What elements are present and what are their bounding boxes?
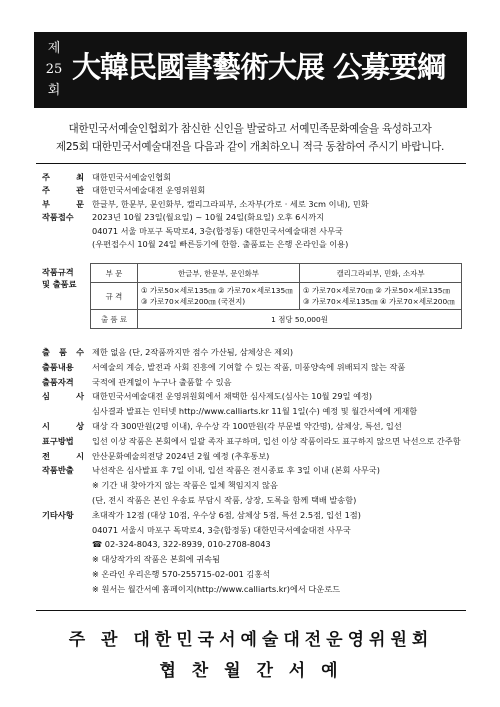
info-value: ※ 원서는 월간서예 홈페이지(http://www.calliarts.kr)에서 다운로드	[92, 583, 341, 594]
info-value: 2023년 10월 23일(월요일) ~ 10월 24일(화요일) 오후 6시까지	[92, 212, 325, 223]
info-value: 낙선작은 심사발표 후 7일 이내, 입선 작품은 전시종료 후 3일 이내 (본회 사무국)	[92, 465, 380, 476]
footer-sponsor: 협 찬 월 간 서 예	[159, 661, 343, 681]
info-value: 제한 없음 (단, 2작품까지만 점수 가산됨, 삼체상은 제외)	[92, 347, 294, 357]
spec-size-row	[91, 283, 462, 310]
footer-organizer: 주 관 대한민국서예술대전운영위원회	[68, 630, 434, 650]
spec-header-cell: 한글부, 한문부, 문인화부	[138, 264, 300, 283]
spec-size-line: ③ 가로70×세로200㎝ (국전지)	[141, 297, 246, 306]
bottom-divider	[36, 610, 466, 611]
spec-size-cell	[300, 283, 462, 310]
info-label: 출품자격	[42, 376, 74, 387]
info-label: 심 사	[42, 391, 84, 402]
intro-text	[20, 120, 480, 156]
info-label: 전 시	[42, 450, 84, 461]
info-value: 한글부, 한문부, 문인화부, 캘리그라피부, 소자부(가로 · 세로 3cm 이내), 민화	[92, 198, 369, 209]
info-label: 시 상	[42, 421, 84, 431]
edition-value: 25	[45, 62, 63, 77]
intro-line: 대한민국서예술인협회가 참신한 신인을 발굴하고 서예민족문화예술을 육성하고자	[68, 123, 432, 135]
info-value: (우편접수시 10월 24일 빠른등기에 한함. 출품료는 은행 온라인을 이용)	[92, 239, 349, 249]
spec-table	[90, 263, 462, 329]
info-label: 기타사항	[42, 509, 74, 520]
spec-fee-value: 1 점당 50,000원	[138, 310, 462, 329]
spec-size-cell	[138, 283, 300, 310]
spec-header-cell: 캘리그라피부, 민화, 소자부	[300, 264, 462, 283]
info-value: 심사결과 발표는 인터넷 http://www.calliarts.kr 11월 1일(수) 예정 및 월간서예에 게재함	[92, 406, 418, 417]
info-value: 안산문화예술의전당 2024년 2월 예정 (추후통보)	[92, 450, 270, 461]
info-value: 대상 각 300만원(2명 이내), 우수상 각 100만원(각 부문별 약간명), 삼체상, 특선, 입선	[92, 421, 402, 431]
info-value: ☎ 02-324-8043, 322-8939, 010-2708-8043	[92, 539, 271, 550]
info-value: 국적에 관계없이 누구나 출품할 수 있음	[92, 376, 232, 387]
info-value: 서예술의 계승, 발전과 사회 진흥에 기여할 수 있는 작품, 미풍양속에 위배되지 않는 작품	[92, 361, 406, 372]
spec-size-line: ① 가로70×세로70㎝ ② 가로50×세로135㎝	[303, 286, 450, 295]
info-value: 입선 이상 작품은 본회에서 일괄 족자 표구하며, 입선 이상 작품이라도 표구하지 않으면 낙선으로 간주함	[92, 435, 461, 446]
spec-label: 작품규격 및 출품료	[42, 267, 77, 289]
intro-line: 제25회 대한민국서예술대전을 다음과 같이 개최하오니 적극 동참하여 주시기 바랍니다.	[55, 141, 445, 153]
title-banner	[34, 32, 467, 108]
info-label: 주 최	[42, 172, 84, 182]
info-label: 출품내용	[42, 361, 74, 372]
edition-number	[40, 38, 68, 101]
top-divider	[36, 163, 466, 164]
info-label: 표구방법	[42, 435, 74, 446]
spec-header-row	[91, 264, 462, 283]
edition-prefix: 제	[47, 41, 61, 56]
page-title: 大韓民國書藝術大展 公募要綱	[72, 50, 446, 84]
spec-size-line: ① 가로50×세로135㎝ ② 가로70×세로135㎝	[141, 286, 293, 295]
info-value: 대한민국서예술인협회	[92, 172, 172, 182]
info-value: 04071 서울시 마포구 독막로4, 3층(합정동) 대한민국서예술대전 사무국	[92, 524, 351, 535]
info-label: 부 문	[42, 198, 84, 209]
info-label: 작품접수	[42, 212, 74, 223]
info-value: ※ 온라인 우리은행 570-255715-02-001 김홍석	[92, 569, 271, 579]
info-label: 출 품 수	[42, 347, 84, 357]
spec-fee-label: 출 품 료	[91, 310, 138, 329]
info-value: ※ 대상작가의 작품은 본회에 귀속됨	[92, 554, 220, 565]
info-label: 주 관	[42, 185, 84, 196]
spec-size-label: 규 격	[91, 283, 138, 310]
spec-header-cell: 부 문	[91, 264, 138, 283]
info-value: ※ 기간 내 찾아가지 않는 작품은 일체 책임지지 않음	[92, 480, 278, 491]
spec-size-line: ③ 가로70×세로135㎝ ④ 가로70×세로200㎝	[303, 297, 455, 306]
info-value: 초대작가 12점 (대상 10점, 우수상 6점, 삼체상 5점, 특선 2.5점, 입선 1점)	[92, 509, 361, 520]
info-label: 작품반출	[42, 465, 74, 476]
info-value: 대한민국서예술대전 운영위원회	[92, 185, 206, 196]
info-value: 04071 서울 마포구 독막로4, 3층(합정동) 대한민국서예술대전 사무국	[92, 225, 343, 236]
spec-fee-row	[91, 310, 462, 329]
info-value: 대한민국서예술대전 운영위원회에서 채택한 심사제도(심사는 10월 29일 예정)	[92, 391, 373, 402]
edition-suffix: 회	[47, 83, 61, 98]
info-value: (단, 전시 작품은 본인 우송료 부담시 작품, 상장, 도록을 함께 택배 발송함)	[92, 495, 357, 505]
